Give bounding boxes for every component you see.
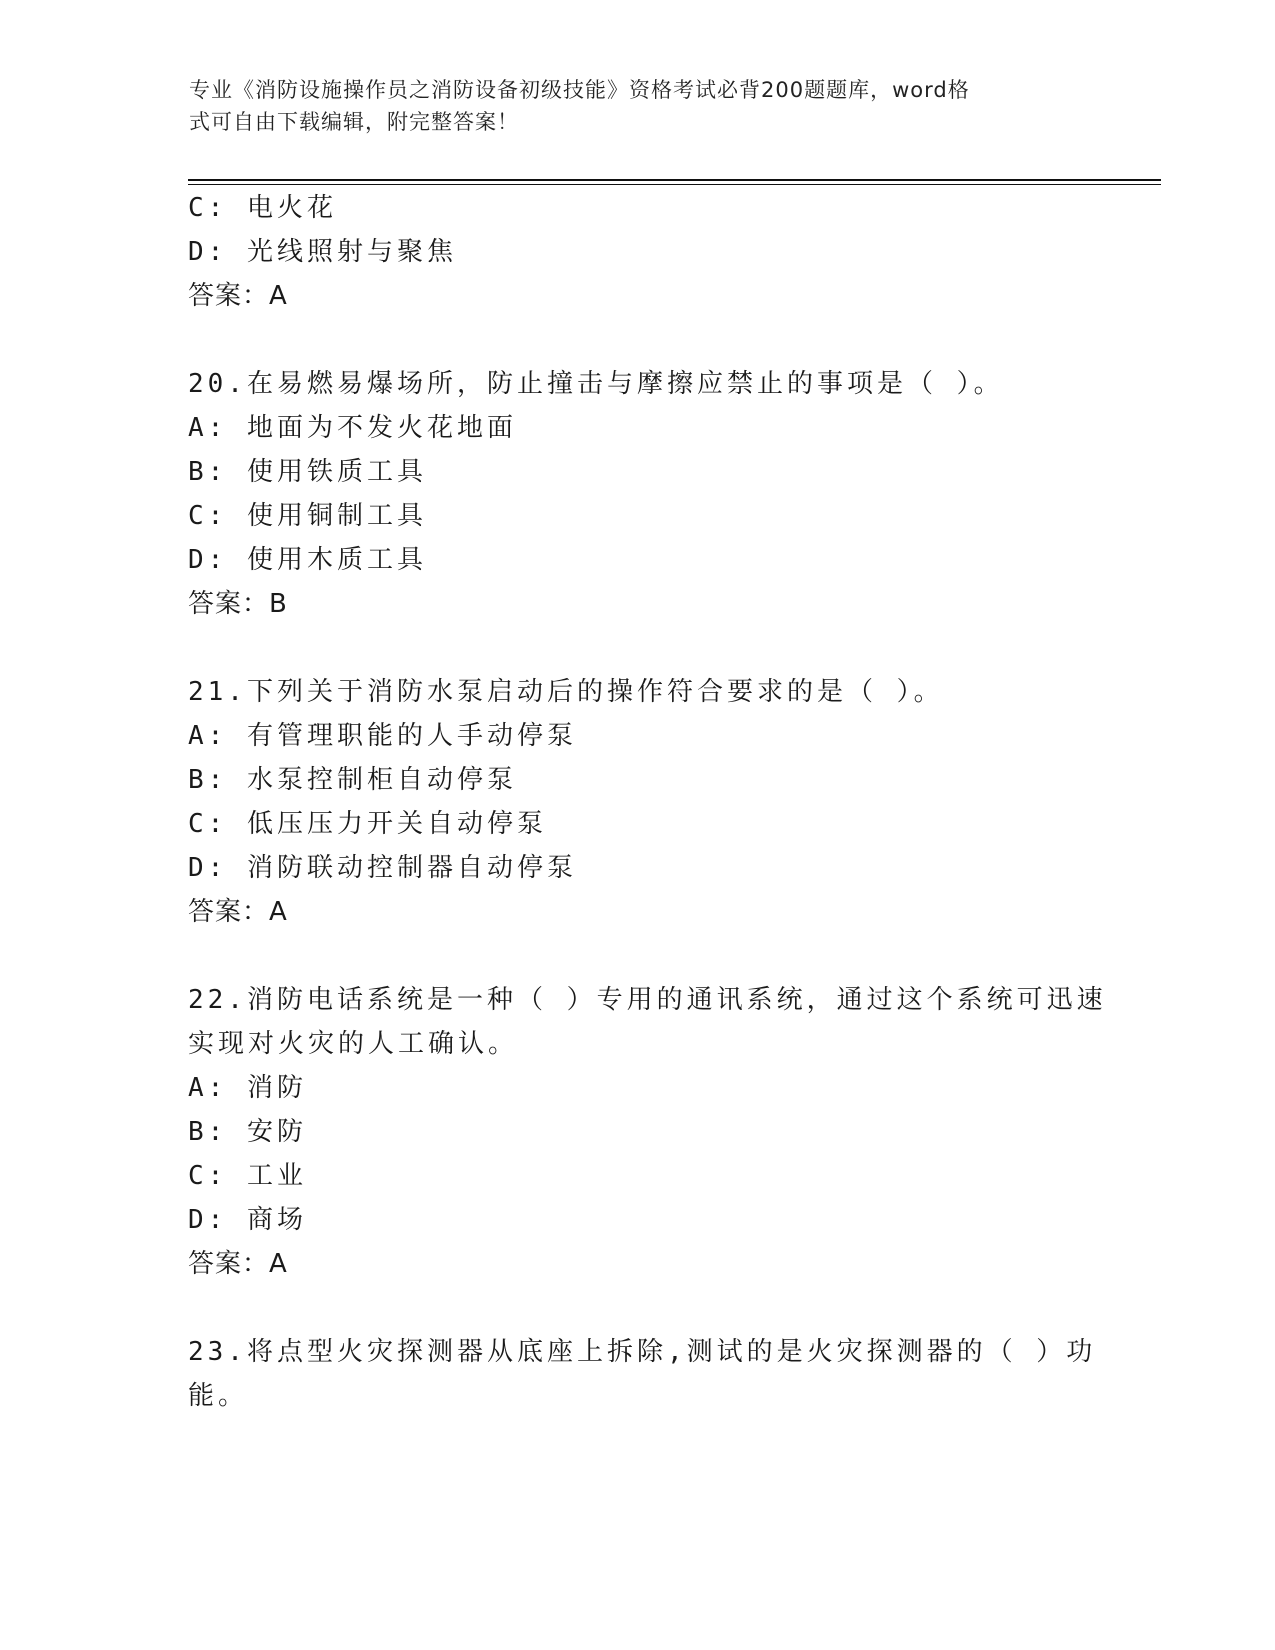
q23-stem-line-1: 23.将点型火灾探测器从底座上拆除,测试的是火灾探测器的（ ）功 [188,1337,1097,1367]
prev-answer: 答案：A [188,281,288,311]
header-rule-thin [188,184,1161,185]
q23-stem-line-2: 能。 [188,1381,249,1411]
q21-answer: 答案：A [188,897,288,927]
prev-option-c: C: 电火花 [188,193,337,223]
header-line-1: 专业《消防设施操作员之消防设备初级技能》资格考试必背200题题库，word格 [189,78,970,102]
header-line-2: 式可自由下载编辑，附完整答案！ [189,110,519,134]
prev-option-d: D: 光线照射与聚焦 [188,237,457,267]
q21-option-b: B: 水泵控制柜自动停泵 [188,765,517,795]
q21-option-d: D: 消防联动控制器自动停泵 [188,853,577,883]
q20-answer: 答案：B [188,589,288,619]
q20-option-c: C: 使用铜制工具 [188,501,427,531]
q22-answer: 答案：A [188,1249,288,1279]
q20-option-a: A: 地面为不发火花地面 [188,413,517,443]
q22-stem-line-1: 22.消防电话系统是一种（ ）专用的通讯系统，通过这个系统可迅速 [188,985,1107,1015]
q20-option-d: D: 使用木质工具 [188,545,427,575]
document-header [189,74,1089,138]
header-rule-thick [188,179,1161,181]
q20-option-b: B: 使用铁质工具 [188,457,427,487]
q22-option-b: B: 安防 [188,1117,307,1147]
q22-option-d: D: 商场 [188,1205,307,1235]
q21-stem: 21.下列关于消防水泵启动后的操作符合要求的是（ ）。 [188,677,944,707]
q21-option-c: C: 低压压力开关自动停泵 [188,809,547,839]
q22-option-c: C: 工业 [188,1161,307,1191]
q22-stem-line-2: 实现对火灾的人工确认。 [188,1029,519,1059]
q21-option-a: A: 有管理职能的人手动停泵 [188,721,577,751]
q22-option-a: A: 消防 [188,1073,307,1103]
q20-stem: 20.在易燃易爆场所，防止撞击与摩擦应禁止的事项是（ ）。 [188,369,1004,399]
